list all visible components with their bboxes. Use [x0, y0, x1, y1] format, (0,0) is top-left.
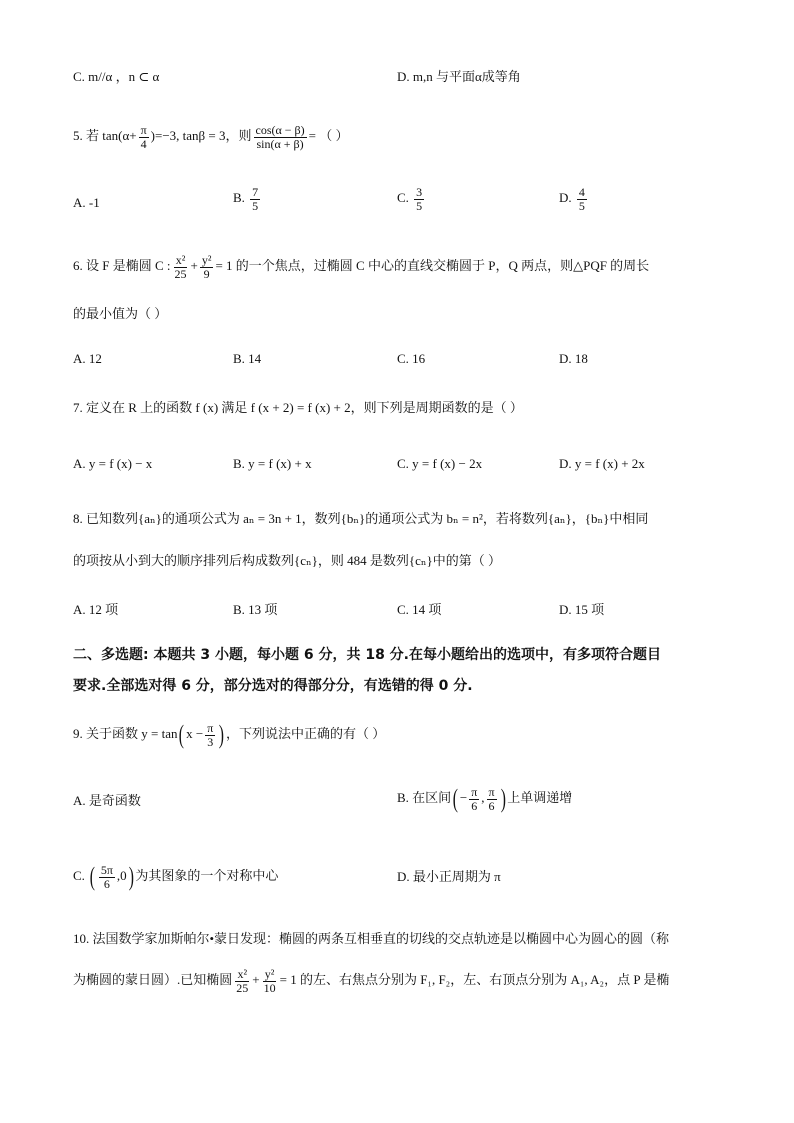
q5-option-c: C. $\frac{3}{5}$: [397, 185, 423, 213]
q6-option-a: A. 12: [73, 351, 102, 366]
q5-option-a: A. -1: [73, 195, 100, 210]
q6-option-c: C. 16: [397, 351, 426, 366]
q5-option-d: D. $\frac{4}{5}$: [559, 185, 585, 213]
q6-stem-line2: 的最小值为（ ）: [73, 306, 168, 321]
q6-option-b: B. 14: [233, 351, 262, 366]
q7-option-b: B. y = f (x) + x: [233, 456, 312, 471]
q9-stem: 9. 关于函数 y = tan( x − $\frac{\pi}{3}$ ) ，下列说法中正确的有（ ）: [73, 720, 386, 750]
q6-stem: 6. 设 F 是椭圆 C : $\frac{\text{x²}}{25}$ + $\frac{\text{y²}}{9}$ = 1 的一个焦点，过椭圆 C 中心的直线交椭圆于 P，Q 两点，则△PQF 的周长: [73, 253, 650, 281]
section-heading-line2: 要求.全部选对得 6 分，部分选对的得部分分，有选错的得 0 分.: [73, 678, 473, 694]
q7-option-d: D. y = f (x) + 2x: [559, 456, 645, 471]
q6-option-d: D. 18: [559, 351, 588, 366]
q8-option-b: B. 13 项: [233, 602, 278, 617]
q9-option-c: C. ( $\frac{5\pi}{6}$ ,0) 为其图象的一个对称中心: [73, 862, 279, 892]
q7-option-a: A. y = f (x) − x: [73, 456, 153, 471]
q9-option-d: D. 最小正周期为 π: [397, 869, 501, 884]
q8-stem: 8. 已知数列{aₙ}的通项公式为 aₙ = 3n + 1，数列{bₙ}的通项公式为 bₙ = n²，若将数列{aₙ}，{bₙ}中相同: [73, 511, 649, 526]
q8-option-d: D. 15 项: [559, 602, 605, 617]
q8-stem-line2: 的项按从小到大的顺序排列后构成数列{cₙ}，则 484 是数列{cₙ}中的第（ ）: [73, 553, 501, 568]
q10-stem: 10. 法国数学家加斯帕尔•蒙日发现：椭圆的两条互相垂直的切线的交点轨迹是以椭圆中心为圆心的圆（称: [73, 931, 670, 946]
section-heading: 二、多选题: 本题共 3 小题，每小题 6 分，共 18 分.在每小题给出的选项中，有多项符合题目: [73, 647, 661, 663]
q7-stem: 7. 定义在 R 上的函数 f (x) 满足 f (x + 2) = f (x) + 2，则下列是周期函数的是（ ）: [73, 400, 523, 415]
q8-option-a: A. 12 项: [73, 602, 119, 617]
q8-option-c: C. 14 项: [397, 602, 442, 617]
q5-option-b: B. $\frac{7}{5}$: [233, 185, 259, 213]
q4-option-c: C. m//α ，n ⊂ α: [73, 69, 160, 84]
q7-option-c: C. y = f (x) − 2x: [397, 456, 483, 471]
q10-stem-line2: 为椭圆的蒙日圆）.已知椭圆 $\frac{\text{x²}}{25}$ + $\frac{\text{y²}}{10}$ = 1 的左、右焦点分别为 F₁, F₂，左、右顶点分别为 A₁, A₂，点 P 是椭: [73, 967, 670, 995]
q9-option-a: A. 是奇函数: [73, 793, 141, 808]
q5-stem: 5. 若 tan(α+ $\frac{\pi}{4}$ )=−3, tanβ = 3，则 $\frac{\cos(\alpha - \beta)}{\sin(\alpha + \beta)}$ = （ ）: [73, 123, 349, 151]
q9-option-b: B. 在区间( − $\frac{\pi}{6}$ , $\frac{\pi}{6}$ ) 上单调递增: [397, 784, 573, 814]
q4-option-d: D. m,n 与平面α成等角: [397, 69, 521, 84]
